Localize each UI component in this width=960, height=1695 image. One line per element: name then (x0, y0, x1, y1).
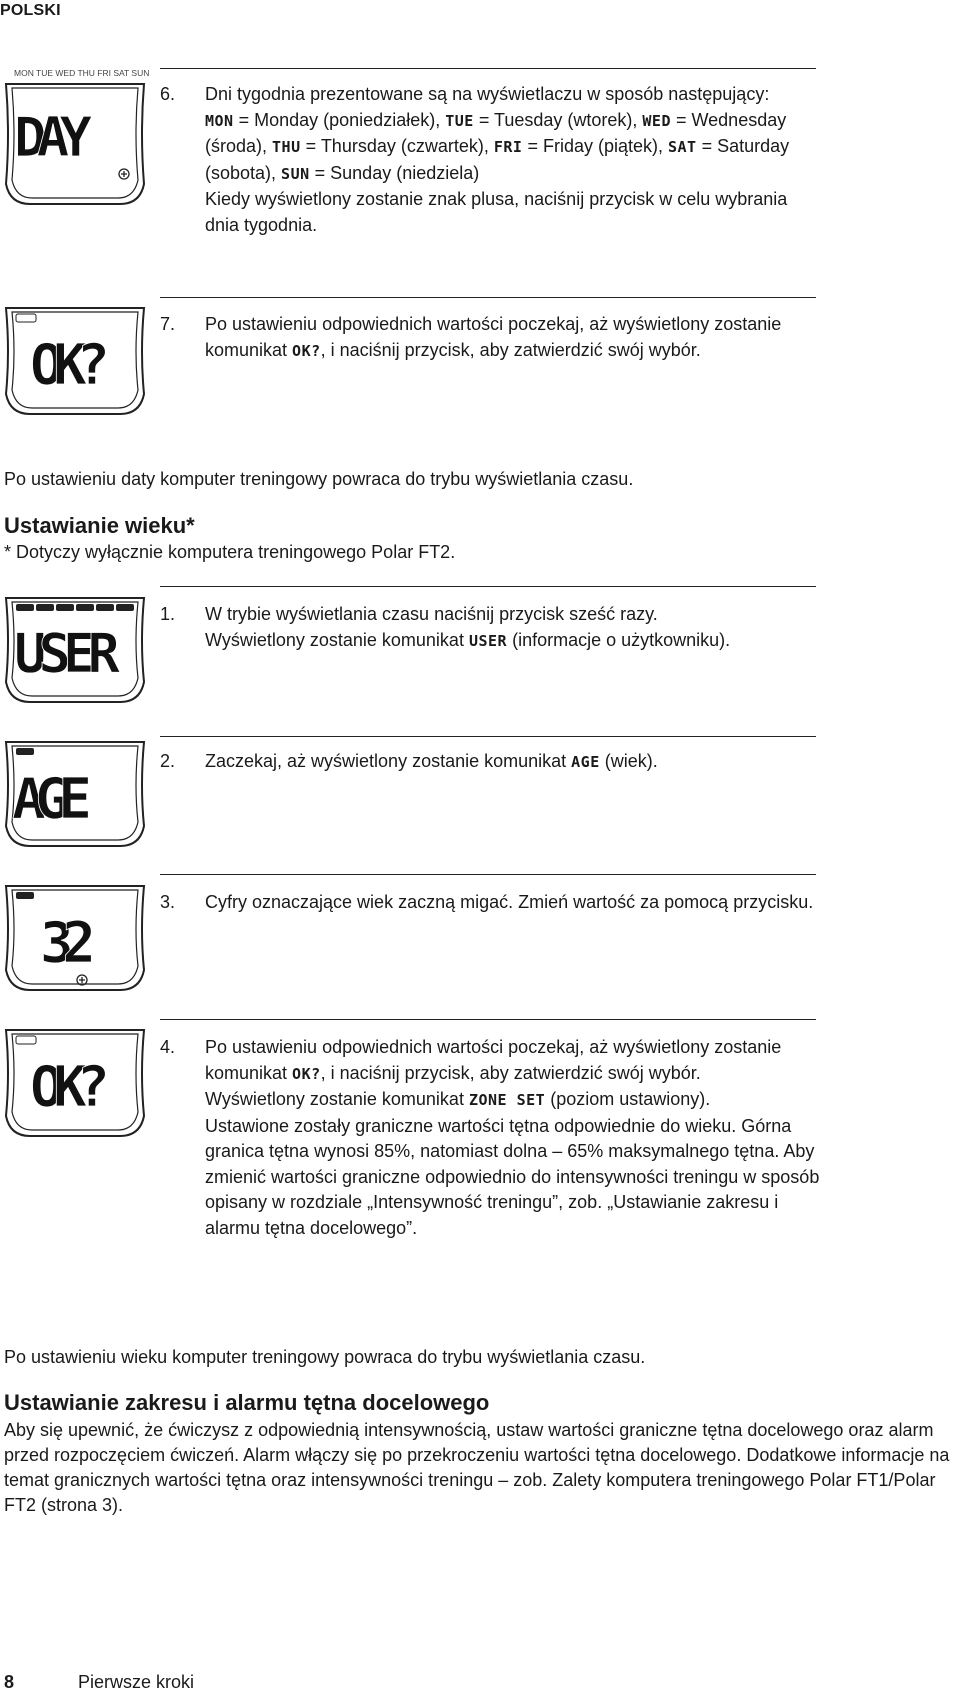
age-step-1 (160, 602, 820, 654)
zone-body: Aby się upewnić, że ćwiczysz z odpowiednią intensywnością, ustaw wartości graniczne tętna docelowego oraz alarm przed rozpoczęciem ćwiczeń. Alarm włączy się po przekroczeniu wartości tętna docelowego. Dodatkowe informacje na temat granicznych wartości tętna oraz intensywności treningu – zob. Zalety komputera treningowego Polar FT1/Polar FT2 (strona 3). (4, 1420, 950, 1515)
step-text: Cyfry oznaczające wiek zaczną migać. Zmień wartość za pomocą przycisku. (205, 892, 814, 912)
lcd-token: FRI (493, 138, 523, 156)
step-text: W trybie wyświetlania czasu naciśnij przycisk sześć razy. Wyświetlony zostanie komunikat USER (informacje o użytkowniku). (205, 604, 731, 650)
weekday-strip: MON TUE WED THU FRI SAT SUN (14, 68, 150, 78)
step-number: 3. (160, 892, 176, 912)
zone-heading: Ustawianie zakresu i alarmu tętna docelowego (4, 1390, 490, 1415)
lcd-token: OK? (292, 341, 321, 360)
step-number: 6. (160, 84, 176, 104)
lcd-token: SUN (281, 164, 310, 183)
lcd-token: USER (468, 631, 508, 650)
step-number: 2. (160, 751, 176, 771)
lcd-text-user: USER (14, 622, 120, 685)
watch-display-day (0, 64, 150, 206)
watch-display-age-value (0, 880, 150, 992)
age-note: * Dotyczy wyłącznie komputera treningowego Polar FT2. (4, 542, 456, 562)
step-6 (160, 82, 820, 238)
date-outro: Po ustawieniu daty komputer treningowy powraca do trybu wyświetlania czasu. (4, 469, 634, 489)
age-step-4 (160, 1035, 820, 1241)
step-text: Zaczekaj, aż wyświetlony zostanie komunikat AGE (wiek). (205, 751, 658, 771)
language-label: POLSKI (0, 2, 61, 19)
lcd-text-ok: OK? (30, 333, 110, 398)
watch-display-ok-age (0, 1024, 150, 1138)
rule-step7 (160, 297, 816, 298)
watch-display-ok (0, 302, 150, 416)
lcd-token: THU (272, 138, 301, 156)
rule-age-step1 (160, 586, 816, 587)
step-number: 1. (160, 604, 176, 624)
lcd-token: TUE (445, 111, 474, 130)
lcd-text-day: DAY (14, 106, 92, 169)
lcd-text-age-value: 32 (40, 911, 96, 976)
watch-display-user (0, 592, 150, 704)
rule-step6 (160, 68, 816, 69)
step-number: 4. (160, 1037, 176, 1057)
lcd-token: AGE (571, 753, 600, 771)
page-number: 8 (4, 1672, 15, 1692)
lcd-token: OK? (292, 1064, 321, 1083)
lcd-text-ok: OK? (30, 1055, 110, 1120)
rule-age-step4 (160, 1019, 816, 1020)
step-text: Dni tygodnia prezentowane są na wyświetlaczu w sposób następujący: MON = Monday (poniedziałek), TUE = Tuesday (wtorek), WED = Wednesday (środa), THU = Thursday (czwartek), FRI = Friday (piątek), SAT = Saturday (sobota), SUN = Sunday (niedziela) Kiedy wyświetlony zostanie znak plusa, naciśnij przycisk w celu wybrania dnia tygodnia. (205, 84, 790, 235)
rule-age-step3 (160, 874, 816, 875)
step-text: Po ustawieniu odpowiednich wartości poczekaj, aż wyświetlony zostanie komunikat OK?, i naciśnij przycisk, aby zatwierdzić swój wybór. Wyświetlony zostanie komunikat ZONE SET (poziom ustawiony). Ustawione zostały graniczne wartości tętna odpowiednie do wieku. Górna granica tętna wynosi 85%, natomiast dolna – 65% maksymalnego tętna. Aby zmienić wartości graniczne odpowiednio do intensywności treningu w sposób opisany w rozdziale „Intensywność treningu”, zob. „Ustawianie zakresu i alarmu tętna docelowego”. (205, 1037, 820, 1238)
lcd-token: WED (642, 111, 671, 130)
step-number: 7. (160, 314, 176, 334)
lcd-token: ZONE SET (468, 1091, 546, 1109)
age-outro: Po ustawieniu wieku komputer treningowy powraca do trybu wyświetlania czasu. (4, 1347, 646, 1367)
watch-display-age (0, 736, 150, 848)
lcd-text-age: AGE (12, 767, 92, 832)
lcd-token: MON (205, 111, 234, 130)
lcd-token: SAT (668, 138, 697, 156)
section-title: Pierwsze kroki (78, 1672, 195, 1692)
step-text: Po ustawieniu odpowiednich wartości poczekaj, aż wyświetlony zostanie komunikat OK?, i naciśnij przycisk, aby zatwierdzić swój wybór. (205, 314, 782, 360)
age-step-2 (160, 749, 820, 776)
age-step-3 (160, 890, 820, 916)
rule-age-step2 (160, 736, 816, 737)
age-heading: Ustawianie wieku* (4, 513, 195, 538)
step-7 (160, 312, 820, 364)
